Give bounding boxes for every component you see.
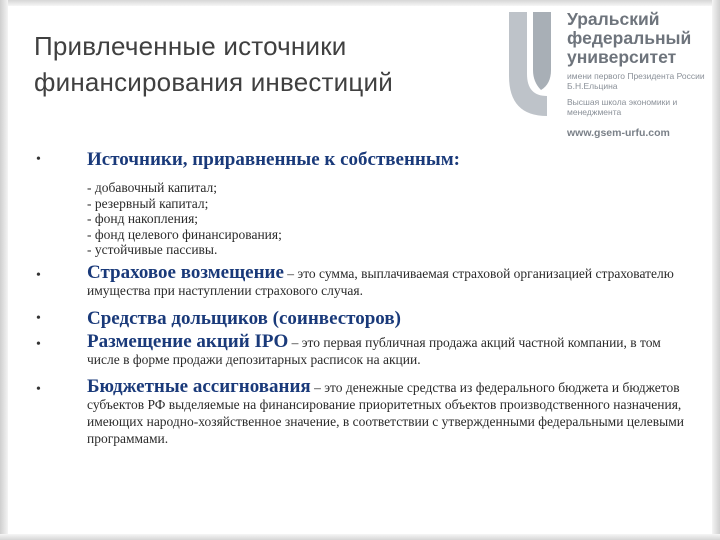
- sub-item: - резервный капитал;: [87, 195, 209, 211]
- urfu-logo-mark-icon: [497, 4, 567, 134]
- slide-title: Привлеченные источники финансирования инвестиций: [34, 31, 393, 97]
- logo-line-2: федеральный: [567, 28, 692, 48]
- item-description: – это первая публичная продажа акций частной компании, в том числе в форме продажи депозитарных расписок на акции.: [87, 334, 661, 367]
- item-text: [87, 375, 690, 447]
- slide-border-left: [0, 0, 8, 540]
- item-description: – это денежные средства из федерального бюджета и бюджетов субъектов РФ выделяемые на финансирование приоритетных объектов производственного назначения, имеющих народно-хозяйственное значение, в соответствии с утвержденными федеральными целевыми программами.: [87, 379, 684, 446]
- sub-item: - добавочный капитал;: [87, 180, 217, 195]
- logo-line-1: Уральский: [567, 9, 660, 29]
- list-item: [30, 148, 690, 172]
- logo-subtitle-2: Высшая школа экономики и менеджмента: [567, 97, 678, 117]
- bullet-icon: •: [36, 267, 41, 283]
- item-heading: Бюджетные ассигнования: [87, 375, 311, 397]
- list-item: [30, 261, 690, 299]
- slide-border-bottom: [0, 534, 720, 540]
- logo-line-3: университет: [567, 47, 677, 67]
- item-heading: Средства дольщиков (соинвесторов): [87, 307, 401, 329]
- sub-item: - фонд целевого финансирования;: [87, 226, 282, 242]
- bullet-icon: •: [36, 152, 41, 167]
- sub-item: - устойчивые пассивы.: [87, 242, 218, 257]
- list-item: [30, 307, 690, 331]
- list-item: [30, 375, 690, 447]
- item-text: [87, 330, 690, 368]
- item-heading: Источники, приравненные к собственным:: [87, 149, 460, 170]
- bullet-icon: •: [36, 381, 41, 397]
- sub-item: - фонд накопления;: [87, 211, 199, 226]
- university-logo: [497, 4, 709, 142]
- item-text: [87, 261, 690, 299]
- bullet-icon: •: [36, 336, 41, 352]
- logo-subtitle-1: имени первого Президента России Б.Н.Ельцина: [567, 71, 705, 91]
- bullet-list: [30, 148, 690, 447]
- list-item: [30, 330, 690, 368]
- item-description: – это сумма, выплачиваемая страховой организацией страхователю имущества при наступлении страхового случая.: [87, 265, 674, 298]
- logo-text: [567, 10, 712, 139]
- bullet-icon: •: [36, 310, 41, 326]
- item-heading: Страховое возмещение: [87, 261, 284, 283]
- sub-list: [30, 180, 690, 258]
- logo-url: www.gsem-urfu.com: [567, 127, 670, 139]
- item-heading: Размещение акций IPO: [87, 330, 289, 352]
- slide-border-right: [712, 0, 720, 540]
